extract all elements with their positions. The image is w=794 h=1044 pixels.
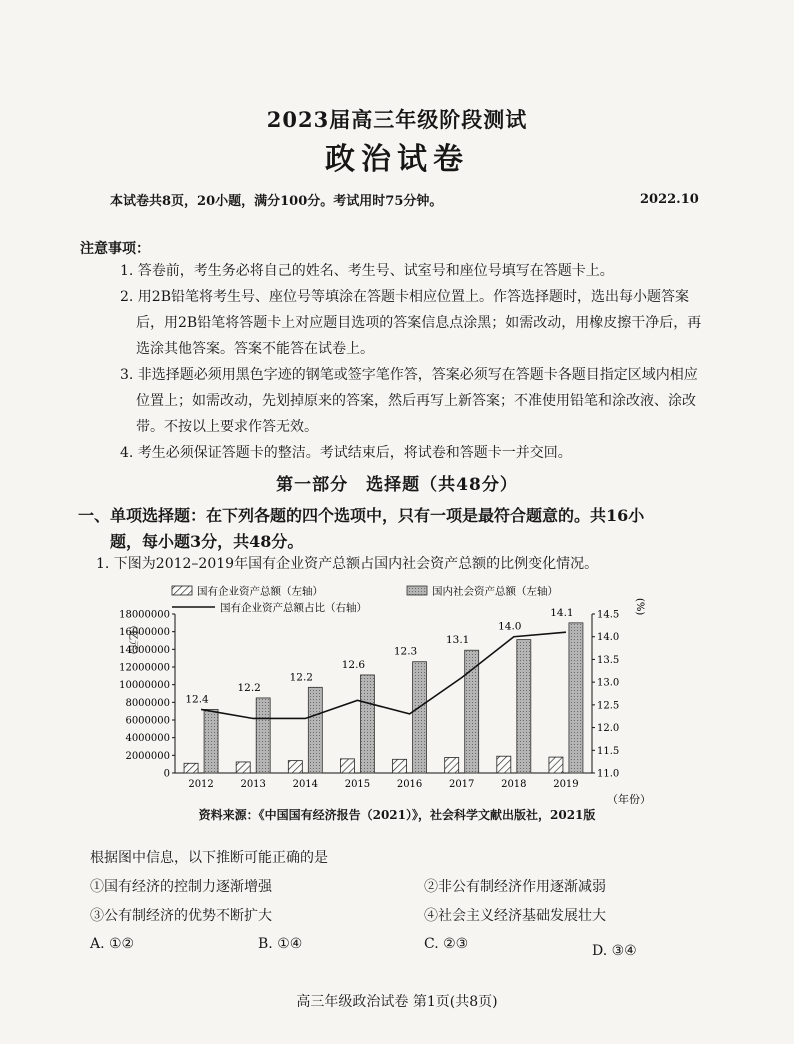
notice-item-4: 4. 考生必须保证答题卡的整洁。考试结束后，将试卷和答题卡一并交回。 xyxy=(120,445,572,461)
x-tick-label: 2019 xyxy=(553,779,579,790)
legend-label-soe: 国有企业资产总额（左轴） xyxy=(197,585,323,598)
bar-society-assets xyxy=(569,623,583,773)
y2-tick-label: 14.5 xyxy=(597,609,620,621)
bar-society-assets xyxy=(256,698,270,773)
bar-soe-assets xyxy=(445,758,459,773)
bar-soe-assets xyxy=(497,756,511,773)
y-tick-label: 6000000 xyxy=(125,715,170,727)
exam-date: 2022.10 xyxy=(640,192,699,207)
exam-title: 2023届高三年级阶段测试 xyxy=(266,107,528,132)
option-3: ③公有制经济的优势不断扩大 xyxy=(90,908,272,924)
section-heading-line2: 题，每小题3分，共48分。 xyxy=(110,532,304,551)
notice-heading: 注意事项： xyxy=(80,241,150,257)
ratio-data-label: 12.4 xyxy=(185,693,209,706)
part-heading: 第一部分 选择题（共48分） xyxy=(276,475,518,495)
bar-society-assets xyxy=(360,675,374,773)
notice-list xyxy=(80,258,705,466)
notice-item-3: 3. 非选择题必须用黑色字迹的钢笔或签字笔作答，答案必须写在答题卡各题目指定区域内相应位置上；如需改动，先划掉原来的答案，然后再写上新答案；不准使用铅笔和涂改液、涂改带。不按以上要求作答无效。 xyxy=(120,367,698,435)
y-tick-label: 12000000 xyxy=(119,662,170,674)
bar-society-assets xyxy=(517,640,531,773)
ratio-data-label: 12.2 xyxy=(237,681,261,694)
bar-society-assets xyxy=(204,709,218,773)
page-footer: 高三年级政治试卷 第1页(共8页) xyxy=(296,994,498,1010)
answer-b[interactable]: B. ①④ xyxy=(258,936,303,952)
y-tick-label: 16000000 xyxy=(119,627,170,639)
bar-line-chart xyxy=(115,582,675,804)
y-tick-label: 18000000 xyxy=(119,609,170,621)
x-tick-label: 2015 xyxy=(344,779,371,790)
legend-swatch-society xyxy=(407,586,427,595)
option-1: ①国有经济的控制力逐渐增强 xyxy=(90,879,272,895)
legend-label-ratio: 国有企业资产总额占比（右轴） xyxy=(220,602,367,614)
y-axis-label: （亿元） xyxy=(127,620,138,660)
exam-info: 本试卷共8页，20小题，满分100分。考试用时75分钟。 xyxy=(110,194,443,209)
y2-tick-label: 11.5 xyxy=(597,745,620,757)
bar-society-assets xyxy=(465,650,479,773)
bar-soe-assets xyxy=(236,762,250,773)
chart-source: 资料来源：《中国国有经济报告（2021）》，社会科学文献出版社，2021版 xyxy=(198,808,596,822)
ratio-data-label: 12.3 xyxy=(393,645,418,658)
section-heading-line1: 一、单项选择题：在下列各题的四个选项中，只有一项是最符合题意的。共16小 xyxy=(78,506,645,525)
bar-soe-assets xyxy=(288,761,302,773)
x-tick-label: 2012 xyxy=(188,779,214,790)
x-tick-label: 2016 xyxy=(396,779,423,790)
bar-soe-assets xyxy=(340,759,354,773)
y2-tick-label: 12.5 xyxy=(597,700,620,712)
notice-item-2: 2. 用2B铅笔将考生号、座位号等填涂在答题卡相应位置上。作答选择题时，选出每小题答案后，用2B铅笔将答题卡上对应题目选项的答案信息点涂黑；如需改动，用橡皮擦干净后，再选涂其他答案。答案不能答在试卷上。 xyxy=(120,289,702,357)
y2-tick-label: 12.0 xyxy=(597,723,620,735)
question-1-text: 1. 下图为2012–2019年国有企业资产总额占国内社会资产总额的比例变化情况。 xyxy=(96,556,599,572)
answer-a[interactable]: A. ①② xyxy=(90,936,135,952)
x-tick-label: 2014 xyxy=(292,779,319,790)
y2-tick-label: 11.0 xyxy=(597,768,620,780)
bar-soe-assets xyxy=(184,763,198,773)
x-tick-label: 2018 xyxy=(501,779,527,790)
ratio-data-label: 12.2 xyxy=(289,671,314,684)
bar-society-assets xyxy=(308,687,322,773)
y-tick-label: 8000000 xyxy=(125,697,170,709)
option-4: ④社会主义经济基础发展壮大 xyxy=(424,908,606,924)
y-tick-label: 4000000 xyxy=(125,733,170,745)
x-tick-label: 2017 xyxy=(448,779,475,790)
x-axis-label: （年份） xyxy=(607,793,651,804)
y2-axis-label: (%) xyxy=(634,598,645,616)
ratio-data-label: 12.6 xyxy=(341,658,366,671)
bar-society-assets xyxy=(413,662,427,773)
ratio-data-label: 13.1 xyxy=(445,634,470,647)
ratio-data-label: 14.0 xyxy=(498,620,522,633)
y-tick-label: 2000000 xyxy=(125,750,170,762)
bar-soe-assets xyxy=(549,757,563,773)
subject-title: 政治试卷 xyxy=(325,142,469,177)
ratio-data-label: 14.1 xyxy=(550,606,574,619)
option-2: ②非公有制经济作用逐渐减弱 xyxy=(424,879,606,895)
question-stem: 根据图中信息，以下推断可能正确的是 xyxy=(90,850,328,866)
y-tick-label: 0 xyxy=(163,768,170,780)
legend-swatch-soe xyxy=(172,586,192,595)
y2-tick-label: 13.5 xyxy=(597,654,620,666)
x-tick-label: 2013 xyxy=(240,779,266,790)
bar-soe-assets xyxy=(393,759,407,773)
y2-tick-label: 13.0 xyxy=(597,677,620,689)
answer-c[interactable]: C. ②③ xyxy=(424,936,469,952)
answer-d[interactable]: D. ③④ xyxy=(592,943,637,959)
y-tick-label: 10000000 xyxy=(119,680,170,692)
section-heading xyxy=(78,503,718,555)
y-tick-label: 14000000 xyxy=(119,644,170,656)
y2-tick-label: 14.0 xyxy=(597,632,620,644)
notice-item-1: 1. 答卷前，考生务必将自己的姓名、考生号、试室号和座位号填写在答题卡上。 xyxy=(120,263,614,279)
legend-label-society: 国内社会资产总额（左轴） xyxy=(432,585,558,598)
